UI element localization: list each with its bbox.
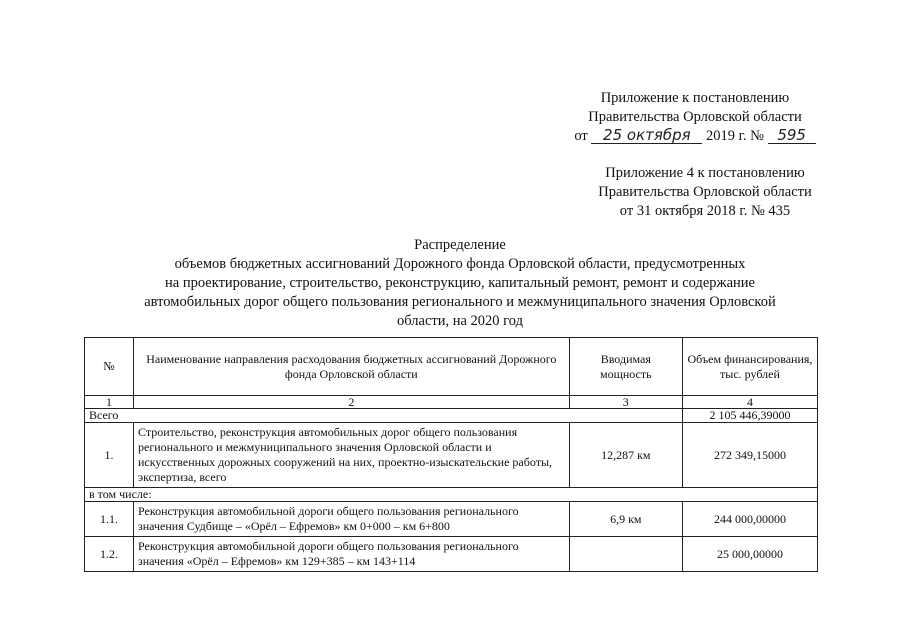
annex-main-line1: Приложение к постановлению: [600, 90, 790, 106]
index-cell: 3: [569, 396, 682, 409]
row-capacity: [569, 537, 682, 572]
table-index-row: [85, 396, 818, 409]
title-line1: объемов бюджетных ассигнований Дорожного фонда Орловской области, предусмотренных: [174, 256, 746, 272]
total-volume: 2 105 446,39000: [682, 409, 817, 423]
row-capacity: 6,9 км: [569, 502, 682, 537]
header-capacity: Вводимая мощность: [569, 338, 682, 396]
subheader-label: в том числе:: [85, 488, 818, 502]
row-name: Реконструкция автомобильной дороги общего пользования регионального значения «Орёл – Ефремов» км 129+385 – км 143+114: [134, 537, 570, 572]
index-cell: 4: [682, 396, 817, 409]
row-num: 1.: [85, 423, 134, 488]
annex-main-block: [545, 89, 845, 146]
annex-previous-line2: Правительства Орловской области: [598, 184, 812, 200]
row-volume: 244 000,00000: [682, 502, 817, 537]
title-line4: области, на 2020 год: [397, 313, 523, 329]
title-line3: автомобильных дорог общего пользования регионального и межмуниципального значения Орловской: [144, 294, 776, 310]
index-cell: 2: [134, 396, 570, 409]
row-volume: 25 000,00000: [682, 537, 817, 572]
date-prefix: от: [574, 128, 588, 144]
title-line2: на проектирование, строительство, реконструкцию, капитальный ремонт, ремонт и содержание: [165, 275, 755, 291]
budget-table: [84, 337, 818, 572]
annex-main-line2: Правительства Орловской области: [588, 109, 802, 125]
row-capacity: 12,287 км: [569, 423, 682, 488]
table-row: [85, 423, 818, 488]
row-volume: 272 349,15000: [682, 423, 817, 488]
row-name: Строительство, реконструкция автомобильных дорог общего пользования регионального и межмуниципального значения Орловской области и искусственных дорожных сооружений на них, проектно-изыскательские работы, экспертиза, всего: [134, 423, 570, 488]
row-num: 1.2.: [85, 537, 134, 572]
annex-previous-line3: от 31 октября 2018 г. № 435: [619, 203, 791, 219]
row-num: 1.1.: [85, 502, 134, 537]
table-header-row: [85, 338, 818, 396]
header-volume: Объем финансирования, тыс. рублей: [682, 338, 817, 396]
table-row: [85, 502, 818, 537]
year-text: 2019 г. №: [706, 128, 765, 144]
index-cell: 1: [85, 396, 134, 409]
header-name: Наименование направления расходования бюджетных ассигнований Дорожного фонда Орловской области: [134, 338, 570, 396]
title-heading: Распределение: [414, 237, 506, 253]
header-num: №: [85, 338, 134, 396]
annex-previous-line1: Приложение 4 к постановлению: [605, 165, 805, 181]
document-title: [130, 236, 790, 331]
table-row: [85, 537, 818, 572]
handwritten-date: 25 октября: [591, 128, 702, 144]
annex-previous-block: [560, 164, 850, 221]
handwritten-number: 595: [768, 128, 816, 144]
row-name: Реконструкция автомобильной дороги общего пользования регионального значения Судбище – «Орёл – Ефремов» км 0+000 – км 6+800: [134, 502, 570, 537]
annex-main-date-line: [574, 127, 815, 146]
table-total-row: [85, 409, 818, 423]
table-subheader-row: [85, 488, 818, 502]
total-label: Всего: [85, 409, 683, 423]
